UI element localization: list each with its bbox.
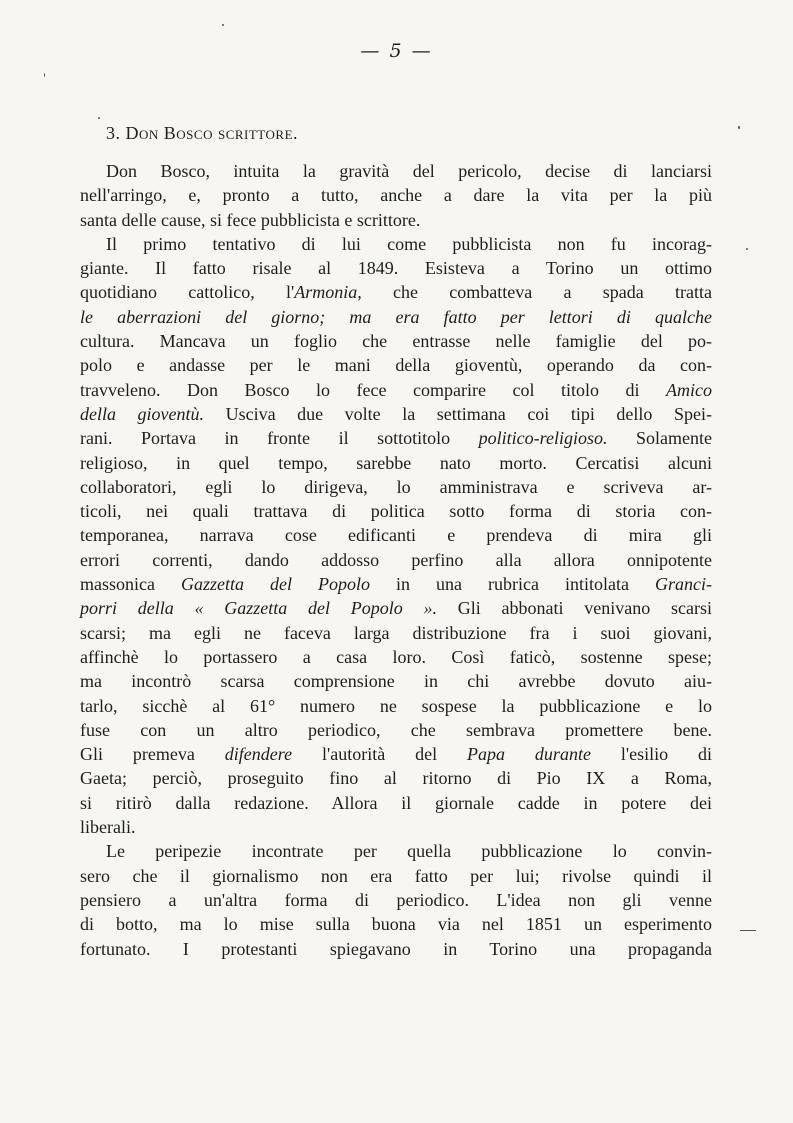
text-line xyxy=(80,426,712,450)
text-line xyxy=(80,208,712,232)
text-run: l'esilio di xyxy=(590,744,712,765)
italic-text-run: Gazzetta del Popolo xyxy=(181,574,371,595)
text-run: religioso, in quel tempo, sarebbe nato morto. Cercatisi alcuni xyxy=(80,452,712,473)
text-line xyxy=(80,451,712,475)
text-run: sero che il giornalismo non era fatto per lui; rivolse quindi il xyxy=(80,865,712,886)
text-line xyxy=(80,280,712,304)
text-line xyxy=(80,718,712,742)
text-run: l'autorità del xyxy=(292,744,468,765)
text-run: affinchè lo portassero a casa loro. Così faticò, sostenne spese; xyxy=(80,646,712,667)
scan-speck xyxy=(746,248,748,250)
text-line xyxy=(80,548,712,572)
text-run: Solamente xyxy=(607,428,712,449)
body-text xyxy=(80,159,712,961)
page-number: — 5 — xyxy=(360,40,433,62)
text-run: Gli abbonati venivano scarsi xyxy=(437,598,712,619)
text-line xyxy=(80,499,712,523)
text-run: liberali. xyxy=(80,817,136,838)
text-run: travveleno. Don Bosco lo fece comparire col titolo di xyxy=(80,379,667,400)
text-line xyxy=(80,572,712,596)
text-run: ticoli, nei quali trattava di politica sotto forma di storia con- xyxy=(80,501,712,522)
text-run: cultura. Mancava un foglio che entrasse nelle famiglie del po- xyxy=(80,331,712,352)
section-heading: 3. Don Bosco scrittore. xyxy=(106,123,299,143)
text-run: rani. Portava in fronte il sottotitolo xyxy=(80,428,479,449)
italic-text-run: Granci- xyxy=(655,574,712,595)
text-line xyxy=(80,378,712,402)
text-run: pensiero a un'altra forma di periodico. L'idea non gli venne xyxy=(80,889,712,910)
scan-speck xyxy=(44,73,45,77)
text-line xyxy=(80,475,712,499)
text-run: ma incontrò scarsa comprensione in chi avrebbe dovuto aiu- xyxy=(80,671,712,692)
text-run: fuse con un altro periodico, che sembrava promettere bene. xyxy=(80,719,712,740)
text-run: giante. Il fatto risale al 1849. Esisteva a Torino un ottimo xyxy=(80,258,712,279)
text-line xyxy=(80,256,712,280)
text-line xyxy=(80,742,712,766)
text-run: fortunato. I protestanti spiegavano in Torino una propaganda xyxy=(80,938,712,959)
text-run: temporanea, narrava cose edificanti e prendeva di mira gli xyxy=(80,525,712,546)
scan-speck xyxy=(740,930,756,931)
italic-text-run: porri della « Gazzetta del Popolo ». xyxy=(80,598,438,619)
text-line xyxy=(80,669,712,693)
text-line xyxy=(80,815,712,839)
text-line xyxy=(80,159,712,183)
text-run: Gli premeva xyxy=(80,744,225,765)
italic-text-run: Papa durante xyxy=(467,744,591,765)
text-run: di botto, ma lo mise sulla buona via nel 1851 un esperimento xyxy=(80,914,712,935)
text-line xyxy=(80,645,712,669)
text-line xyxy=(80,523,712,547)
text-line xyxy=(80,183,712,207)
text-line xyxy=(80,353,712,377)
text-run: che combatteva a spada tratta xyxy=(361,282,712,303)
text-line xyxy=(80,791,712,815)
text-run: in una rubrica intitolata xyxy=(370,574,655,595)
text-run: scarsi; ma egli ne faceva larga distribuzione fra i suoi giovani, xyxy=(80,622,712,643)
text-run: collaboratori, egli lo dirigeva, lo amministrava e scriveva ar- xyxy=(80,476,712,497)
text-line xyxy=(80,596,712,620)
text-run: massonica xyxy=(80,574,181,595)
text-line xyxy=(80,864,712,888)
italic-text-run: politico-religioso. xyxy=(478,428,608,449)
text-run: si ritirò dalla redazione. Allora il giornale cadde in potere dei xyxy=(80,792,712,813)
text-run: polo e andasse per le mani della gioventù, operando da con- xyxy=(80,355,712,376)
text-line xyxy=(80,766,712,790)
text-run: Usciva due volte la settimana coi tipi dello Spei- xyxy=(204,403,712,424)
scan-speck xyxy=(222,24,224,26)
text-run: tarlo, sicchè al 61° numero ne sospese la pubblicazione e lo xyxy=(80,695,712,716)
italic-text-run: Amico xyxy=(666,379,712,400)
text-run: errori correnti, dando addosso perfino alla allora onnipotente xyxy=(80,549,712,570)
text-line xyxy=(80,694,712,718)
text-line xyxy=(80,402,712,426)
text-run: nell'arringo, e, pronto a tutto, anche a dare la vita per la più xyxy=(80,185,712,206)
text-run: Don Bosco, intuita la gravità del pericolo, decise di lanciarsi xyxy=(106,161,712,181)
text-run: quotidiano cattolico, l' xyxy=(80,282,295,303)
italic-text-run: della gioventù. xyxy=(80,403,205,424)
text-line xyxy=(80,621,712,645)
italic-text-run: le aberrazioni del giorno; ma era fatto per lettori di qualche xyxy=(80,306,712,327)
text-line xyxy=(80,937,712,961)
text-run: Le peripezie incontrate per quella pubblicazione lo convin- xyxy=(106,841,712,862)
text-run: Gaeta; perciò, proseguito fino al ritorno di Pio IX a Roma, xyxy=(80,768,712,789)
text-run: Il primo tentativo di lui come pubblicista non fu incorag- xyxy=(106,233,712,254)
scan-speck xyxy=(738,126,740,129)
text-line xyxy=(80,232,712,256)
text-run: santa delle cause, si fece pubblicista e scrittore. xyxy=(80,209,421,230)
scan-speck xyxy=(98,117,100,119)
text-line xyxy=(80,912,712,936)
italic-text-run: difendere xyxy=(224,744,293,765)
text-line xyxy=(80,839,712,863)
text-line xyxy=(80,329,712,353)
italic-text-run: Armonia, xyxy=(294,282,362,303)
text-line xyxy=(80,305,712,329)
text-line xyxy=(80,888,712,912)
